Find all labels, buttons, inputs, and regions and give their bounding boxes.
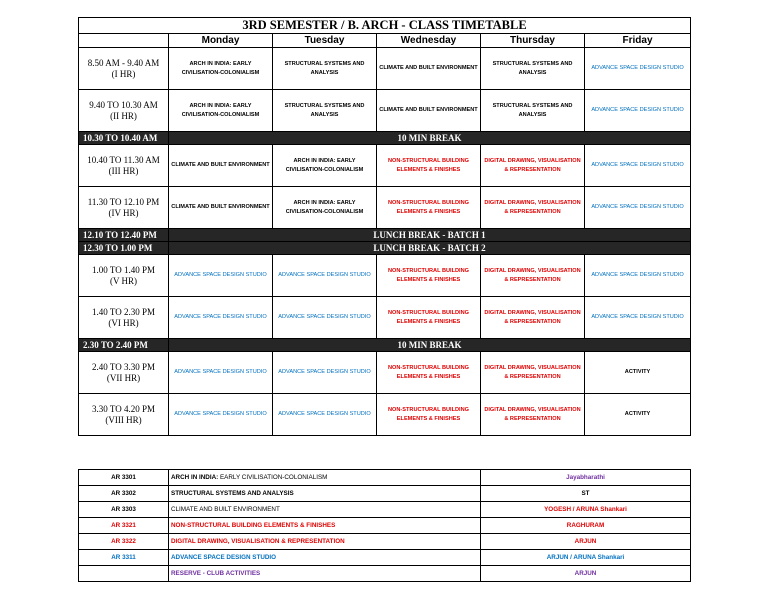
break-time: 12.10 TO 12.40 PM (79, 229, 169, 242)
subject-name (169, 486, 481, 502)
subject-name (169, 534, 481, 550)
subject-name (169, 550, 481, 566)
class-cell: ADVANCE SPACE DESIGN STUDIO (273, 352, 377, 394)
time-range: 1.00 TO 1.40 PM (92, 264, 155, 275)
subject-name-bold: STRUCTURAL SYSTEMS AND ANALYSIS (171, 490, 294, 497)
legend-row (79, 502, 691, 518)
subject-name-bold: DIGITAL DRAWING, VISUALISATION & REPRESENTATION (171, 538, 345, 545)
faculty-name: RAGHURAM (481, 518, 691, 534)
faculty-name: ARJUN / ARUNA Shankari (481, 550, 691, 566)
day-header-tuesday: Tuesday (273, 34, 377, 48)
subject-name (169, 502, 481, 518)
class-cell: STRUCTURAL SYSTEMS AND ANALYSIS (481, 48, 585, 90)
day-header-row (79, 34, 691, 48)
time-range: 2.40 TO 3.30 PM (92, 361, 155, 372)
timetable-title: 3RD SEMESTER / B. ARCH - CLASS TIMETABLE (79, 18, 691, 34)
time-range: 8.50 AM - 9.40 AM (87, 57, 160, 68)
legend-row (79, 518, 691, 534)
class-cell: ACTIVITY (585, 394, 691, 436)
class-cell: NON-STRUCTURAL BUILDING ELEMENTS & FINISHES (377, 187, 481, 229)
class-cell: STRUCTURAL SYSTEMS AND ANALYSIS (273, 90, 377, 132)
class-cell: CLIMATE AND BUILT ENVIRONMENT (169, 187, 273, 229)
subject-name-bold: ARCH IN INDIA: (171, 474, 219, 481)
class-cell: CLIMATE AND BUILT ENVIRONMENT (169, 145, 273, 187)
time-slot-cell (79, 352, 169, 394)
subject-code: AR 3301 (79, 470, 169, 486)
subject-name-bold: ADVANCE SPACE DESIGN STUDIO (171, 554, 277, 561)
subject-code: AR 3303 (79, 502, 169, 518)
class-cell: ADVANCE SPACE DESIGN STUDIO (169, 394, 273, 436)
time-range: 3.30 TO 4.20 PM (92, 403, 155, 414)
time-slot-cell (79, 297, 169, 339)
time-slot-cell (79, 255, 169, 297)
legend-row (79, 566, 691, 582)
break-time: 10.30 TO 10.40 AM (79, 132, 169, 145)
class-cell: ADVANCE SPACE DESIGN STUDIO (585, 255, 691, 297)
subject-code: AR 3321 (79, 518, 169, 534)
subject-name (169, 470, 481, 486)
timetable-row (79, 187, 691, 229)
class-cell: DIGITAL DRAWING, VISUALISATION & REPRESENTATION (481, 145, 585, 187)
class-cell: ARCH IN INDIA: EARLY CIVILISATION-COLONIALISM (273, 145, 377, 187)
day-header-friday: Friday (585, 34, 691, 48)
time-slot-cell (79, 90, 169, 132)
day-header-wednesday: Wednesday (377, 34, 481, 48)
legend-row (79, 550, 691, 566)
timetable-row (79, 48, 691, 90)
class-cell: NON-STRUCTURAL BUILDING ELEMENTS & FINISHES (377, 352, 481, 394)
legend-row (79, 470, 691, 486)
class-cell: CLIMATE AND BUILT ENVIRONMENT (377, 90, 481, 132)
timetable-row (79, 255, 691, 297)
subject-code (79, 566, 169, 582)
subject-name (169, 566, 481, 582)
time-slot-cell (79, 394, 169, 436)
break-row (79, 132, 691, 145)
class-cell: NON-STRUCTURAL BUILDING ELEMENTS & FINISHES (377, 394, 481, 436)
subject-name-bold: NON-STRUCTURAL BUILDING ELEMENTS & FINISHES (171, 522, 336, 529)
class-cell: ADVANCE SPACE DESIGN STUDIO (273, 394, 377, 436)
corner-cell (79, 34, 169, 48)
faculty-name: Jayabharathi (481, 470, 691, 486)
hour-label: (III HR) (108, 165, 139, 176)
break-time: 2.30 TO 2.40 PM (79, 339, 169, 352)
hour-label: (I HR) (111, 68, 136, 79)
subject-legend (78, 469, 691, 582)
class-cell: ADVANCE SPACE DESIGN STUDIO (585, 90, 691, 132)
time-range: 11.30 TO 12.10 PM (87, 196, 160, 207)
faculty-name: ARJUN (481, 566, 691, 582)
hour-label: (VII HR) (106, 372, 141, 383)
time-range: 10.40 TO 11.30 AM (87, 154, 160, 165)
break-label: 10 MIN BREAK (169, 132, 691, 145)
class-cell: ADVANCE SPACE DESIGN STUDIO (585, 48, 691, 90)
faculty-name: ARJUN (481, 534, 691, 550)
class-cell: DIGITAL DRAWING, VISUALISATION & REPRESENTATION (481, 297, 585, 339)
class-cell: ARCH IN INDIA: EARLY CIVILISATION-COLONIALISM (169, 48, 273, 90)
timetable-row (79, 297, 691, 339)
class-cell: ADVANCE SPACE DESIGN STUDIO (169, 255, 273, 297)
class-cell: DIGITAL DRAWING, VISUALISATION & REPRESENTATION (481, 352, 585, 394)
subject-name (169, 518, 481, 534)
class-cell: ADVANCE SPACE DESIGN STUDIO (585, 297, 691, 339)
break-row (79, 229, 691, 242)
class-cell: DIGITAL DRAWING, VISUALISATION & REPRESENTATION (481, 255, 585, 297)
class-cell: STRUCTURAL SYSTEMS AND ANALYSIS (481, 90, 585, 132)
class-cell: DIGITAL DRAWING, VISUALISATION & REPRESENTATION (481, 187, 585, 229)
hour-label: (II HR) (110, 110, 137, 121)
legend-row (79, 534, 691, 550)
hour-label: (VIII HR) (105, 414, 142, 425)
faculty-name: YOGESH / ARUNA Shankari (481, 502, 691, 518)
subject-code: AR 3322 (79, 534, 169, 550)
class-cell: ARCH IN INDIA: EARLY CIVILISATION-COLONIALISM (169, 90, 273, 132)
legend-row (79, 486, 691, 502)
timetable-row (79, 90, 691, 132)
faculty-name: ST (481, 486, 691, 502)
timetable-row (79, 352, 691, 394)
class-cell: ARCH IN INDIA: EARLY CIVILISATION-COLONIALISM (273, 187, 377, 229)
time-range: 9.40 TO 10.30 AM (89, 99, 158, 110)
subject-name-rest: EARLY CIVILISATION-COLONIALISM (218, 474, 328, 481)
class-cell: ADVANCE SPACE DESIGN STUDIO (169, 352, 273, 394)
hour-label: (IV HR) (108, 207, 139, 218)
class-cell: DIGITAL DRAWING, VISUALISATION & REPRESENTATION (481, 394, 585, 436)
timetable-row (79, 145, 691, 187)
class-cell: NON-STRUCTURAL BUILDING ELEMENTS & FINISHES (377, 145, 481, 187)
hour-label: (VI HR) (108, 317, 139, 328)
time-slot-cell (79, 187, 169, 229)
timetable (78, 17, 691, 436)
class-cell: STRUCTURAL SYSTEMS AND ANALYSIS (273, 48, 377, 90)
subject-name-rest: CLIMATE AND BUILT ENVIRONMENT (171, 506, 280, 513)
break-row (79, 339, 691, 352)
class-cell: CLIMATE AND BUILT ENVIRONMENT (377, 48, 481, 90)
break-label: LUNCH BREAK - BATCH 1 (169, 229, 691, 242)
class-cell: ADVANCE SPACE DESIGN STUDIO (169, 297, 273, 339)
class-cell: ACTIVITY (585, 352, 691, 394)
subject-code: AR 3302 (79, 486, 169, 502)
day-header-thursday: Thursday (481, 34, 585, 48)
subject-code: AR 3311 (79, 550, 169, 566)
time-slot-cell (79, 48, 169, 90)
class-cell: ADVANCE SPACE DESIGN STUDIO (273, 297, 377, 339)
break-label: LUNCH BREAK - BATCH 2 (169, 242, 691, 255)
class-cell: ADVANCE SPACE DESIGN STUDIO (273, 255, 377, 297)
hour-label: (V HR) (109, 275, 138, 286)
time-slot-cell (79, 145, 169, 187)
class-cell: ADVANCE SPACE DESIGN STUDIO (585, 187, 691, 229)
break-row (79, 242, 691, 255)
class-cell: NON-STRUCTURAL BUILDING ELEMENTS & FINISHES (377, 255, 481, 297)
subject-name-bold: RESERVE - CLUB ACTIVITIES (171, 570, 261, 577)
break-time: 12.30 TO 1.00 PM (79, 242, 169, 255)
class-cell: ADVANCE SPACE DESIGN STUDIO (585, 145, 691, 187)
day-header-monday: Monday (169, 34, 273, 48)
break-label: 10 MIN BREAK (169, 339, 691, 352)
timetable-row (79, 394, 691, 436)
class-cell: NON-STRUCTURAL BUILDING ELEMENTS & FINISHES (377, 297, 481, 339)
time-range: 1.40 TO 2.30 PM (92, 306, 155, 317)
